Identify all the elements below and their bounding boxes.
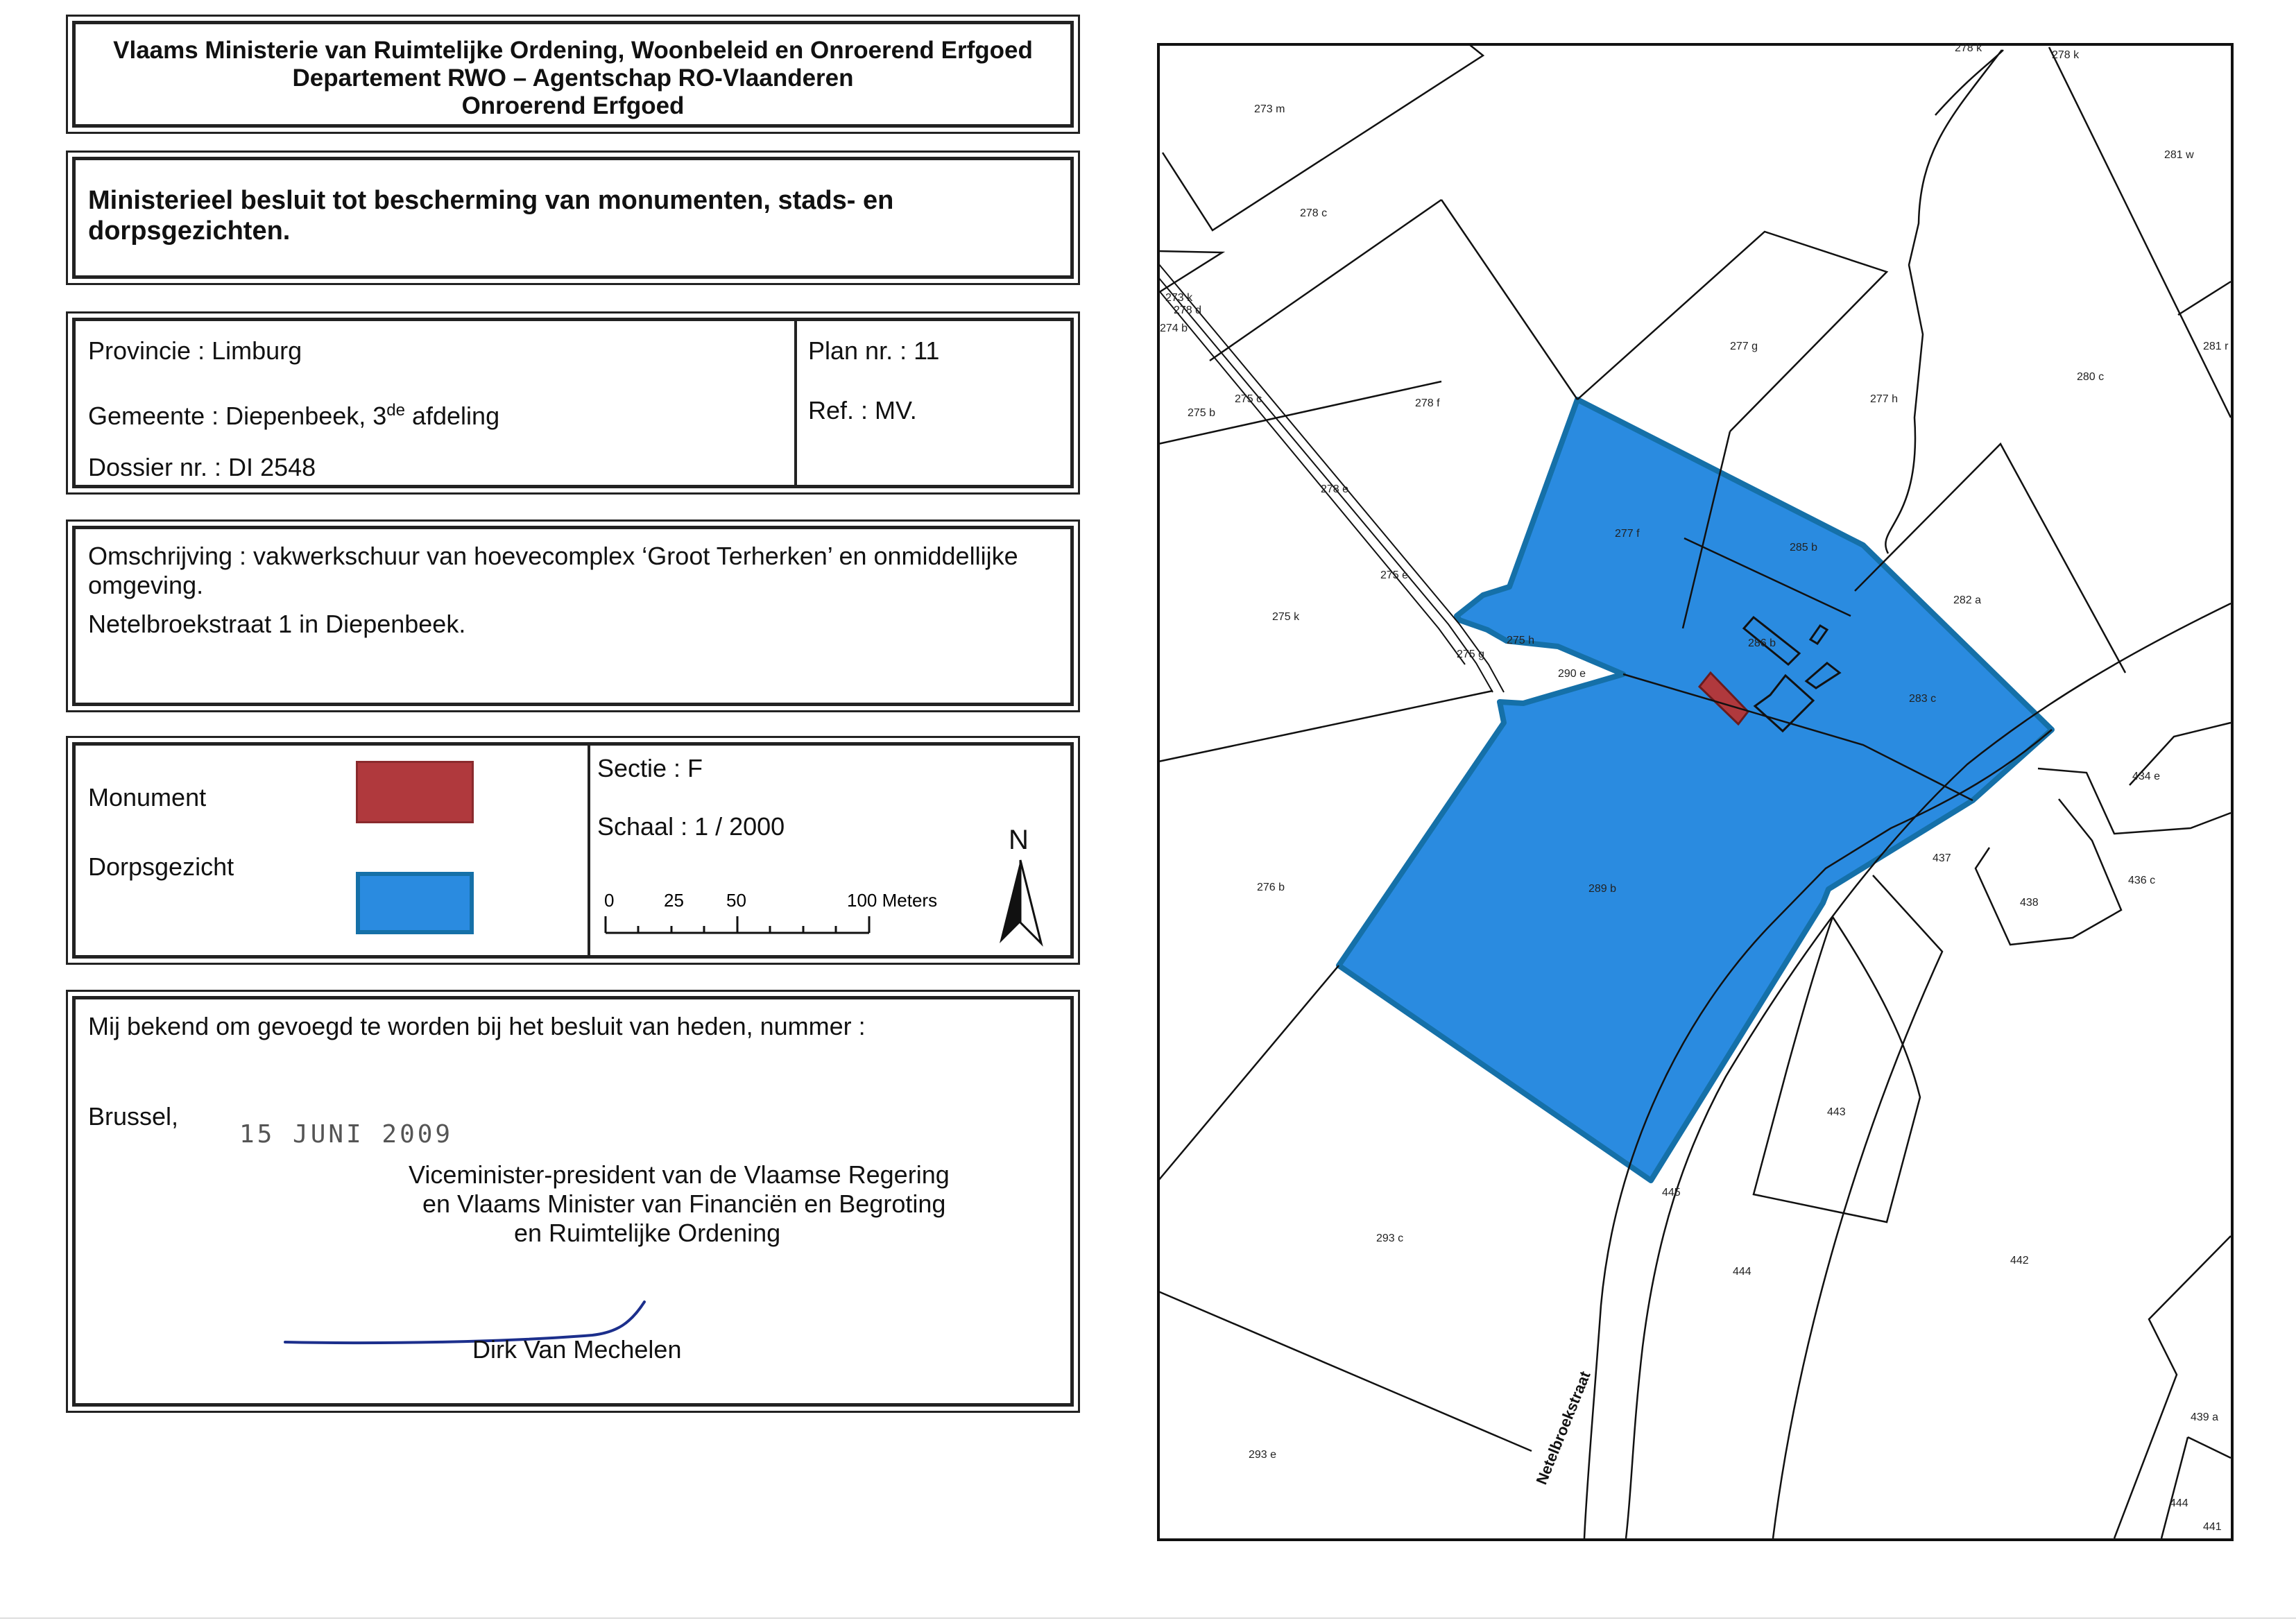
info-divider (794, 321, 797, 485)
parcel-label: 278 k (1955, 42, 1982, 54)
north-label: N (1009, 825, 1029, 855)
gemeente-suffix: afdeling (404, 402, 500, 430)
parcel-label: 276 b (1257, 882, 1285, 893)
parcel-label: 278 c (1300, 207, 1328, 219)
parcel-label: 283 c (1909, 693, 1937, 705)
cadastral-map (1157, 43, 2234, 1541)
ref-field: Ref. : MV. (808, 396, 917, 424)
header-box (72, 21, 1074, 128)
sectie-field: Sectie : F (597, 754, 703, 782)
cadastral-map-svg (1157, 43, 2234, 1541)
dossier-field: Dossier nr. : DI 2548 (88, 453, 316, 481)
parcel-label: 293 c (1376, 1233, 1404, 1244)
signature-intro: Mij bekend om gevoegd te worden bij het besluit van heden, nummer : (88, 1012, 866, 1040)
monument-swatch (356, 761, 474, 823)
legend-divider (588, 746, 590, 955)
scale-tick-0: 0 (604, 890, 615, 911)
scale-tick-100: 100 Meters (847, 890, 938, 911)
street-label: Netelbroekstraat (1532, 1368, 1594, 1487)
signatory-role-1: Viceminister-president van de Vlaamse Regering (409, 1160, 950, 1189)
signatory-role-2: en Vlaams Minister van Financiën en Begroting (422, 1190, 946, 1218)
department-name: Departement RWO – Agentschap RO-Vlaanderen (292, 65, 854, 92)
parcel-label: 434 e (2132, 771, 2161, 782)
parcel-label: 275 b (1188, 407, 1216, 419)
parcel-label: 281 w (2164, 149, 2194, 161)
parcel-label: 445 (1662, 1187, 1681, 1199)
parcel-label: 277 h (1870, 393, 1899, 405)
parcel-label: 277 g (1730, 341, 1758, 352)
parcel-label: 278 d (1174, 304, 1202, 316)
dorpsgezicht-swatch (356, 872, 474, 934)
gemeente-superscript: de (386, 401, 405, 420)
parcel-label: 442 (2010, 1255, 2029, 1266)
info-box (72, 318, 1074, 488)
parcel-label: 289 b (1588, 883, 1617, 895)
parcel-label: 439 a (2191, 1411, 2219, 1423)
schaal-field: Schaal : 1 / 2000 (597, 812, 785, 841)
parcel-label: 444 (1733, 1266, 1751, 1278)
parcel-label: 441 (2203, 1521, 2222, 1533)
scale-bar (597, 890, 938, 947)
parcel-label: 282 a (1953, 594, 1982, 606)
scan-edge (0, 1617, 2296, 1619)
parcel-label: 280 c (2077, 371, 2105, 383)
parcel-label: 273 k (1165, 292, 1193, 304)
parcel-label: 273 m (1254, 103, 1285, 115)
parcel-label: 278 k (2052, 49, 2080, 61)
scale-tick-50: 50 (726, 890, 746, 911)
parcel-label: 436 c (2128, 875, 2156, 886)
scale-tick-25: 25 (664, 890, 684, 911)
signature-box (72, 996, 1074, 1407)
monument-label: Monument (88, 783, 207, 812)
parcel-label: 444 (2170, 1497, 2188, 1509)
dorpsgezicht-label: Dorpsgezicht (88, 852, 234, 881)
legend-box (72, 742, 1074, 959)
parcel-label: 275 k (1272, 611, 1300, 623)
decree-title: Ministerieel besluit tot bescherming van monumenten, stads- en dorpsgezichten. (88, 186, 894, 246)
parcel-label: 281 r (2203, 341, 2229, 352)
ministry-name: Vlaams Ministerie van Ruimtelijke Ordening, Woonbeleid en Onroerend Erfgoed (113, 37, 1033, 64)
parcel-label: 278 e (1321, 483, 1349, 495)
parcel-label: 275 c (1235, 393, 1262, 405)
plan-field: Plan nr. : 11 (808, 336, 940, 365)
scale-ruler (606, 916, 869, 933)
parcel-label: 275 g (1457, 649, 1485, 660)
parcel-label: 286 b (1748, 637, 1776, 649)
parcel-label: 277 f (1615, 528, 1640, 540)
description-line-1: Omschrijving : vakwerkschuur van hoevecomplex ‘Groot Terherken’ en onmiddellijke (88, 542, 1018, 570)
parcel-label: 290 e (1558, 668, 1586, 680)
parcel-label: 438 (2020, 897, 2039, 909)
decree-title-box (72, 157, 1074, 279)
parcel-label: 278 f (1415, 397, 1440, 409)
parcel-label: 274 b (1160, 323, 1188, 334)
agency-name: Onroerend Erfgoed (461, 92, 685, 119)
description-box (72, 526, 1074, 706)
parcel-label: 285 b (1790, 542, 1818, 553)
signatory-role-3: en Ruimtelijke Ordening (514, 1219, 781, 1247)
north-arrow-icon (993, 857, 1048, 947)
parcel-label: 275 e (1380, 569, 1409, 581)
signatory-name: Dirk Van Mechelen (472, 1335, 682, 1364)
parcel-label: 437 (1933, 852, 1951, 864)
parcel-label: 293 e (1249, 1449, 1277, 1461)
signature-place: Brussel, (88, 1102, 179, 1131)
provincie-field: Provincie : Limburg (88, 336, 302, 365)
parcel-label: 443 (1827, 1106, 1846, 1118)
parcel-label: 275 h (1507, 635, 1535, 646)
gemeente-text: Gemeente : Diepenbeek, 3 (88, 402, 387, 430)
gemeente-field (88, 396, 499, 431)
date-stamp: 15 JUNI 2009 (239, 1120, 454, 1149)
description-address: Netelbroekstraat 1 in Diepenbeek. (88, 610, 466, 638)
description-line-2: omgeving. (88, 571, 204, 599)
